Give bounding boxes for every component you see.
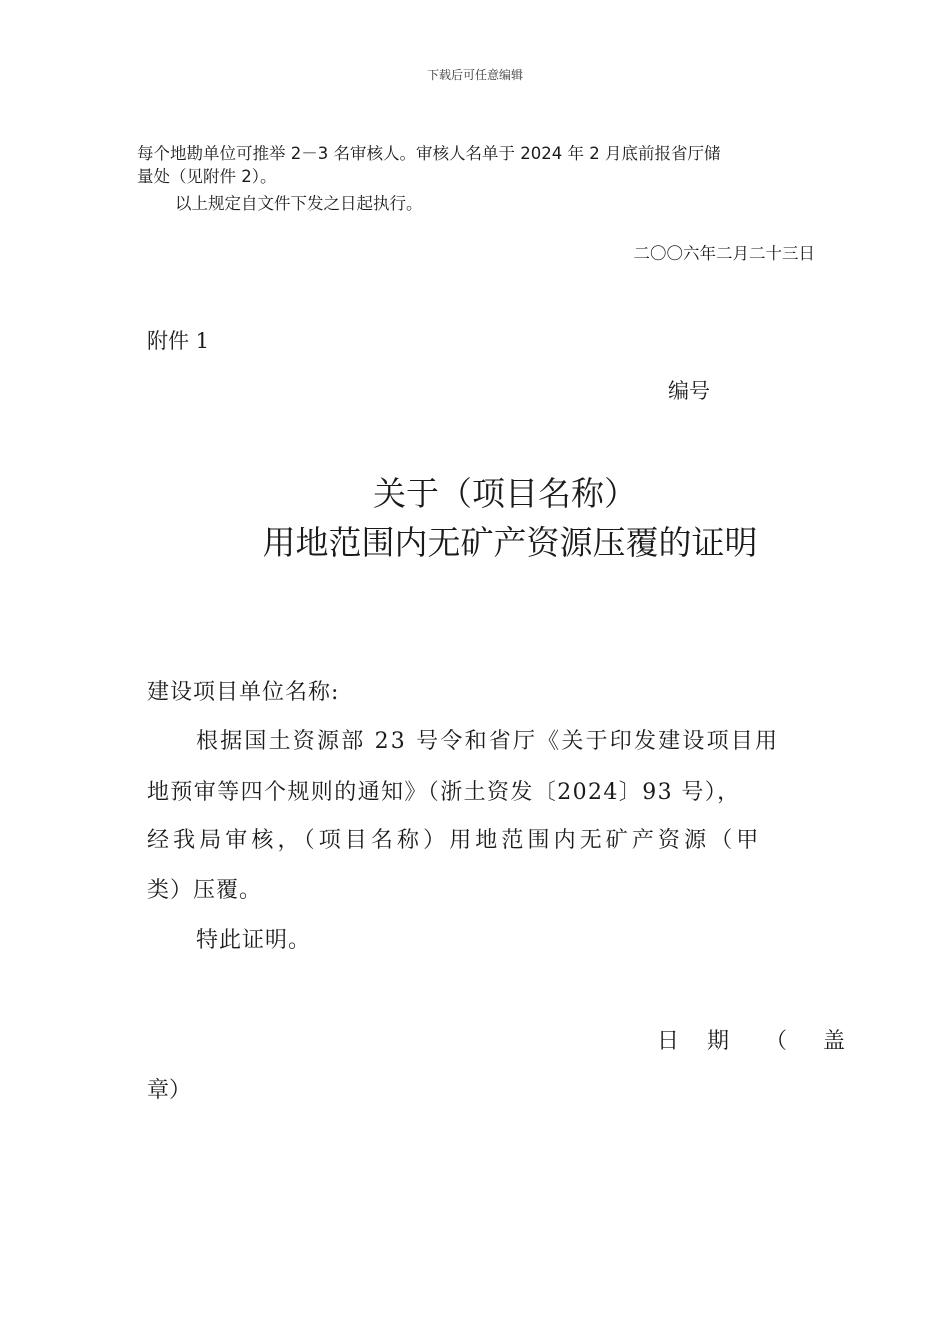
intro-line-2: 量处（见附件 2）。 [137,167,277,186]
signature-word-1: 日 [657,1029,680,1054]
attachment-label: 附件 1 [147,329,210,353]
intro-line-1: 每个地勘单位可推举 2－3 名审核人。审核人名单于 2024 年 2 月底前报省厅储 [137,144,721,163]
intro-line-3: 以上规定自文件下发之日起执行。 [175,194,423,213]
closing-line: 特此证明。 [196,928,312,953]
body-line-2: 地预审等四个规则的通知》（浙土资发〔2024〕93 号）， [147,780,741,805]
signature-word-4: 盖 [823,1029,846,1054]
signature-date-line [657,1024,845,1055]
signature-word-2: 期 [707,1029,730,1054]
body-line-3: 经我局审核，（项目名称）用地范围内无矿产资源（甲 [147,828,763,853]
signature-word-3: （ [765,1029,788,1054]
page-header-note: 下载后可任意编辑 [426,68,523,82]
body-line-4: 类）压覆。 [147,878,263,903]
signature-line-2: 章） [147,1078,192,1103]
body-line-1: 根据国土资源部 23 号令和省厅《关于印发建设项目用 [196,729,780,754]
document-title-line-1: 关于（项目名称） [373,474,637,513]
document-title-line-2: 用地范围内无矿产资源压覆的证明 [262,523,758,562]
number-label: 编号 [668,379,710,403]
addressee-line: 建设项目单位名称: [147,680,340,705]
issue-date: 二〇〇六年二月二十三日 [633,244,815,263]
